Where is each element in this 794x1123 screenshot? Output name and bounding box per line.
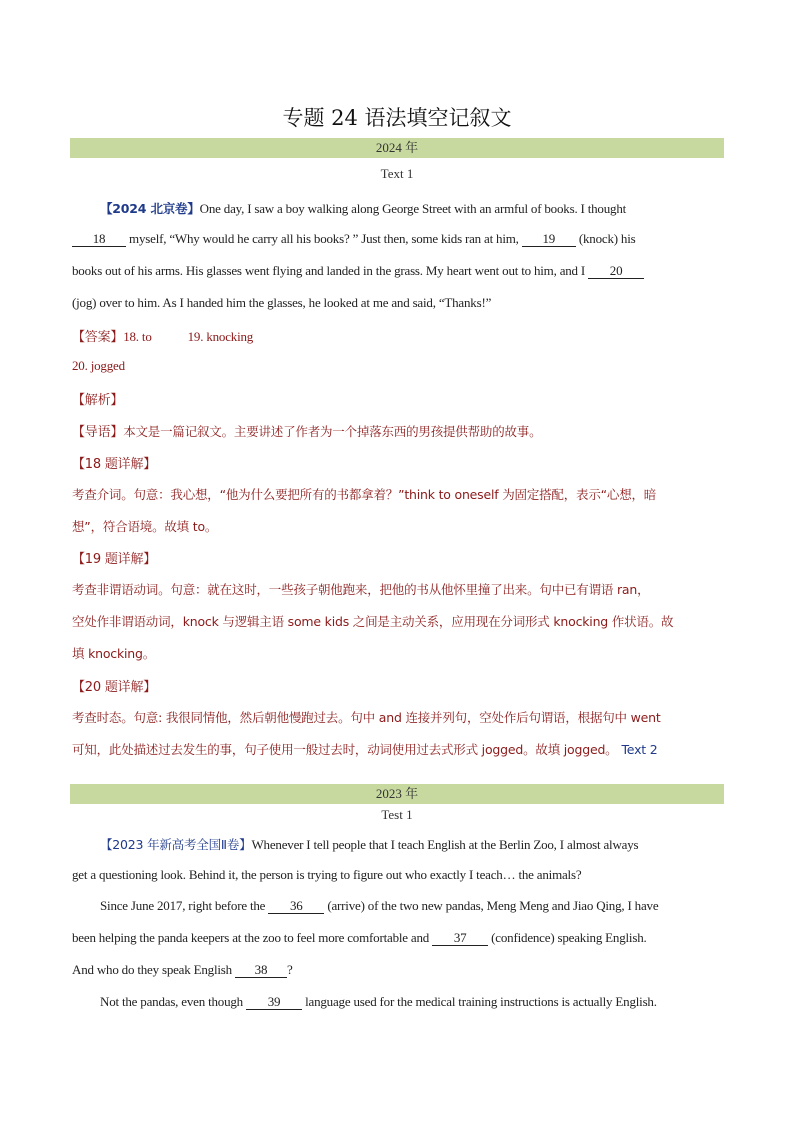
blank-39: 39 bbox=[246, 995, 302, 1010]
q20-explain-line-2 bbox=[72, 740, 658, 758]
passage-text: ? bbox=[286, 962, 293, 977]
passage-text: One day, I saw a boy walking along George Street with an armful of books. I thought bbox=[199, 201, 627, 216]
passage-text: And who do they speak English bbox=[72, 962, 235, 977]
answer-18: 18. to bbox=[123, 329, 152, 344]
passage-2024-line-1 bbox=[100, 199, 626, 217]
blank-36: 36 bbox=[268, 899, 324, 914]
guide-text: 本文是一篇记叙文。主要讲述了作者为一个掉落东西的男孩提供帮助的故事。 bbox=[123, 424, 542, 439]
blank-18: 18 bbox=[72, 232, 126, 247]
answer-20: 20. jogged bbox=[72, 358, 125, 373]
year-banner-2024: 2024 年 bbox=[70, 138, 724, 158]
q19-tag: 【19 题详解】 bbox=[72, 552, 157, 567]
passage-2023-line-5 bbox=[72, 962, 293, 978]
q19-explain-line-3: 填 knocking。 bbox=[72, 646, 156, 661]
text-2-label: Text 2 bbox=[621, 742, 658, 757]
q20-explain-line-1: 考查时态。句意: 我很同情他，然后朝他慢跑过去。句中 and 连接并列句，空处作后句谓语，根据句中 went bbox=[72, 710, 661, 725]
passage-2024-line-4: (jog) over to him. As I handed him the glasses, he looked at me and said, “Thanks!” bbox=[72, 295, 492, 310]
passage-text: (arrive) of the two new pandas, Meng Meng and Jiao Qing, I have bbox=[324, 898, 659, 913]
passage-2023-line-4 bbox=[72, 930, 647, 946]
text-label-2024: Text 1 bbox=[380, 166, 414, 181]
passage-text: (confidence) speaking English. bbox=[488, 930, 647, 945]
blank-37: 37 bbox=[432, 931, 488, 946]
q18-tag: 【18 题详解】 bbox=[72, 457, 157, 472]
answer-tag: 【答案】 bbox=[72, 330, 124, 345]
guide-tag: 【导语】 bbox=[72, 425, 124, 440]
source-label-2023: 【2023 年新高考全国Ⅱ卷】 bbox=[100, 837, 252, 852]
passage-2023-line-2: get a questioning look. Behind it, the person is trying to figure out who exactly I teach… the animals? bbox=[72, 867, 582, 882]
q19-explain-line-1: 考查非谓语动词。句意：就在这时，一些孩子朝他跑来，把他的书从他怀里撞了出来。句中已有谓语 ran， bbox=[72, 582, 650, 597]
q20-tag: 【20 题详解】 bbox=[72, 680, 157, 695]
passage-text: myself, “Why would he carry all his books? ” Just then, some kids ran at him, bbox=[126, 231, 522, 246]
year-banner-2023: 2023 年 bbox=[70, 784, 724, 804]
passage-text: Whenever I tell people that I teach English at the Berlin Zoo, I almost always bbox=[251, 837, 639, 852]
passage-2024-line-3 bbox=[72, 263, 644, 279]
answer-19: 19. knocking bbox=[187, 329, 254, 344]
passage-text: language used for the medical training instructions is actually English. bbox=[302, 994, 657, 1009]
source-label-2024: 【2024 北京卷】 bbox=[100, 201, 200, 216]
passage-text: books out of his arms. His glasses went flying and landed in the grass. My heart went out to him, and I bbox=[72, 263, 589, 278]
guide-row bbox=[72, 421, 541, 440]
q18-explain-line-1: 考查介词。句意：我心想，“他为什么要把所有的书都拿着？”think to oneself 为固定搭配，表示“心想，暗 bbox=[72, 487, 657, 502]
passage-text: been helping the panda keepers at the zoo to feel more comfortable and bbox=[72, 930, 433, 945]
passage-2024-line-2 bbox=[72, 231, 636, 247]
analysis-tag: 【解析】 bbox=[72, 393, 124, 408]
q20-explain-text: 可知，此处描述过去发生的事，句子使用一般过去时，动词使用过去式形式 jogged。故填 jogged。 bbox=[72, 742, 618, 757]
answer-row bbox=[72, 326, 253, 345]
blank-38: 38 bbox=[235, 963, 287, 978]
page-title: 专题 24 语法填空记叙文 bbox=[282, 106, 512, 130]
q19-explain-line-2: 空处作非谓语动词，knock 与逻辑主语 some kids 之间是主动关系，应用现在分词形式 knocking 作状语。故 bbox=[72, 614, 674, 629]
text-label-2023: Test 1 bbox=[381, 807, 413, 822]
passage-2023-line-1 bbox=[100, 835, 638, 853]
passage-2023-line-3 bbox=[100, 898, 658, 914]
blank-19: 19 bbox=[522, 232, 576, 247]
blank-20: 20 bbox=[588, 264, 644, 279]
passage-text: Since June 2017, right before the bbox=[100, 898, 269, 913]
passage-text: (knock) his bbox=[575, 231, 636, 246]
passage-2023-line-6 bbox=[100, 994, 657, 1010]
passage-text: Not the pandas, even though bbox=[100, 994, 247, 1009]
q18-explain-line-2: 想”，符合语境。故填 to。 bbox=[72, 519, 218, 534]
